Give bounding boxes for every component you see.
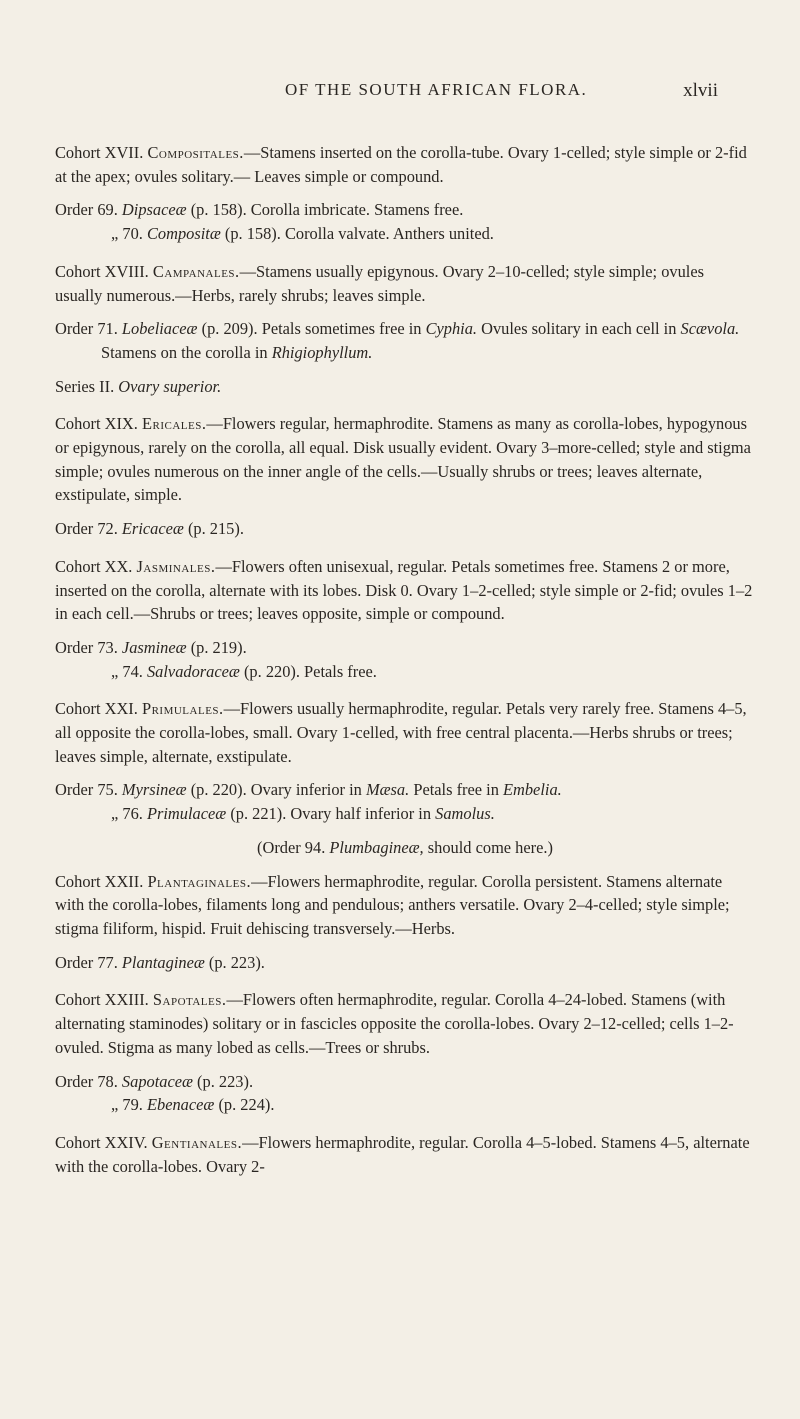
order-text: Ovules solitary in each cell in	[481, 319, 677, 339]
cohort-text: —Flowers often hermaphrodite, regular. Corolla 4–24-lobed. Stamens (with alternating staminodes) solitary or in fascicles opposite the corolla-lobes. Ovary 2–12-celled; cells 1–2-ovuled. Stigma as many lobed as cells.—Trees or shrubs.	[55, 990, 734, 1057]
order-text: Petals free in	[413, 780, 499, 800]
page-header	[0, 80, 800, 120]
order-prefix: Order 73.	[55, 637, 118, 657]
cohort-17	[55, 141, 755, 188]
cohort-name: Plantaginales.	[147, 871, 252, 891]
order-name: Ericaceæ	[121, 519, 184, 539]
order-prefix: Order 71.	[55, 319, 118, 339]
order-78	[55, 1070, 755, 1094]
cohort-23	[55, 988, 755, 1059]
order-71	[55, 317, 755, 364]
cohort-19	[55, 412, 755, 507]
cohort-text: —Stamens usually epigynous. Ovary 2–10-celled; style simple; ovules usually numerous.—Herbs, rarely shrubs; leaves simple.	[55, 261, 704, 305]
cohort-label: Cohort XXI.	[55, 699, 138, 719]
note-text: (Order 94.	[257, 837, 326, 857]
series-label: Series II.	[55, 376, 115, 396]
body-text	[55, 141, 755, 1178]
note-order-94	[55, 836, 755, 860]
order-72	[55, 517, 755, 541]
order-text: (p. 219).	[190, 637, 247, 657]
order-text: (p. 158). Corolla imbricate. Stamens free.	[190, 200, 464, 220]
order-name: Primulaceæ	[146, 804, 227, 824]
cohort-18	[55, 260, 755, 307]
order-name: Plantagineæ	[121, 952, 205, 972]
cohort-name: Campanales.	[152, 261, 240, 281]
order-79	[55, 1093, 755, 1117]
cohort-name: Gentianales.	[151, 1132, 243, 1152]
order-73	[55, 636, 755, 660]
order-77	[55, 951, 755, 975]
order-name: Dipsaceæ	[121, 200, 187, 220]
order-prefix: „ 70.	[111, 224, 143, 244]
page-number: xlvii	[683, 80, 718, 101]
genus-name: Mæsa.	[365, 780, 410, 800]
order-text: (p. 220). Ovary inferior in	[190, 780, 362, 800]
cohort-label: Cohort XXII.	[55, 871, 144, 891]
genus-name: Scævola.	[680, 319, 740, 339]
order-prefix: Order 69.	[55, 200, 118, 220]
order-text: (p. 158). Corolla valvate. Anthers united.	[224, 224, 494, 244]
cohort-label: Cohort XVIII.	[55, 261, 149, 281]
cohort-name: Sapotales.	[152, 990, 227, 1010]
cohort-name: Primulales.	[141, 699, 224, 719]
cohort-22	[55, 870, 755, 941]
series-name: Ovary superior.	[118, 376, 222, 396]
order-70	[55, 222, 755, 246]
genus-name: Cyphia.	[425, 319, 478, 339]
order-text: Stamens on the corolla in	[101, 342, 268, 362]
cohort-text: —Flowers hermaphrodite, regular. Corolla persistent. Stamens alternate with the corolla-lobes, filaments long and pendulous; anthers versatile. Ovary 2–4-celled; style simple; stigma filiform, hispid. Fruit dehiscing transversely.—Herbs.	[55, 871, 730, 938]
order-text: (p. 220). Petals free.	[243, 661, 377, 681]
running-title: OF THE SOUTH AFRICAN FLORA.	[285, 80, 588, 99]
cohort-name: Jasminales.	[136, 556, 216, 576]
order-text: (p. 223).	[197, 1071, 254, 1091]
cohort-name: Compositales.	[147, 143, 244, 162]
order-75	[55, 778, 755, 802]
order-prefix: Order 72.	[55, 519, 118, 539]
cohort-20	[55, 555, 755, 626]
order-name: Myrsineæ	[121, 780, 187, 800]
genus-name: Embelia.	[503, 780, 562, 800]
order-text: (p. 215).	[187, 519, 244, 539]
order-prefix: „ 76.	[111, 804, 143, 824]
order-74	[55, 660, 755, 684]
order-name: Jasmineæ	[121, 637, 187, 657]
order-name: Compositæ	[146, 224, 221, 244]
order-prefix: „ 74.	[111, 661, 143, 681]
order-76	[55, 802, 755, 826]
cohort-text: —Flowers regular, hermaphrodite. Stamens as many as corolla-lobes, hypogynous or epigynous, rarely on the corolla, all equal. Disk usually evident. Ovary 3–more-celled; style and stigma simple; ovules numerous on the inner angle of the cells.—Usually shrubs or trees; leaves alternate, exstipulate, simple.	[55, 414, 751, 505]
cohort-text: —Flowers hermaphrodite, regular. Corolla 4–5-lobed. Stamens 4–5, alternate with the corolla-lobes. Ovary 2-	[55, 1132, 750, 1176]
order-text: (p. 221). Ovary half inferior in	[230, 804, 432, 824]
cohort-label: Cohort XXIII.	[55, 990, 149, 1010]
genus-name: Samolus.	[435, 804, 495, 824]
cohort-label: Cohort XVII.	[55, 143, 144, 162]
cohort-label: Cohort XIX.	[55, 414, 138, 434]
order-prefix: Order 78.	[55, 1071, 118, 1091]
genus-name: Rhigiophyllum.	[271, 342, 373, 362]
order-name: Lobeliaceæ	[121, 319, 198, 339]
order-name: Ebenaceæ	[146, 1095, 215, 1115]
order-text: (p. 224).	[218, 1095, 275, 1115]
order-prefix: „ 79.	[111, 1095, 143, 1115]
note-text: should come here.)	[427, 837, 553, 857]
order-name: Sapotaceæ	[121, 1071, 193, 1091]
order-text: (p. 223).	[208, 952, 265, 972]
order-prefix: Order 75.	[55, 780, 118, 800]
series-2	[55, 375, 755, 399]
order-text: (p. 209). Petals sometimes free in	[201, 319, 422, 339]
cohort-label: Cohort XX.	[55, 556, 133, 576]
order-prefix: Order 77.	[55, 952, 118, 972]
order-69	[55, 198, 755, 222]
cohort-text: —Stamens inserted on the corolla-tube. Ovary 1-celled; style simple or 2-fid at the apex; ovules solitary.— Leaves simple or compound.	[55, 143, 747, 186]
order-name: Salvadoraceæ	[146, 661, 240, 681]
cohort-24	[55, 1131, 755, 1178]
cohort-21	[55, 697, 755, 768]
order-name: Plumbagineæ,	[329, 837, 424, 857]
cohort-text: —Flowers usually hermaphrodite, regular. Petals very rarely free. Stamens 4–5, all opposite the corolla-lobes, small. Ovary 1-celled, with free central placenta.—Herbs shrubs or trees; leaves simple, alternate, exstipulate.	[55, 699, 747, 766]
cohort-label: Cohort XXIV.	[55, 1132, 148, 1152]
cohort-text: —Flowers often unisexual, regular. Petals sometimes free. Stamens 2 or more, inserted on the corolla, alternate with its lobes. Disk 0. Ovary 1–2-celled; style simple or 2-fid; ovules 1–2 in each cell.—Shrubs or trees; leaves opposite, simple or compound.	[55, 556, 753, 624]
cohort-name: Ericales.	[141, 414, 207, 434]
